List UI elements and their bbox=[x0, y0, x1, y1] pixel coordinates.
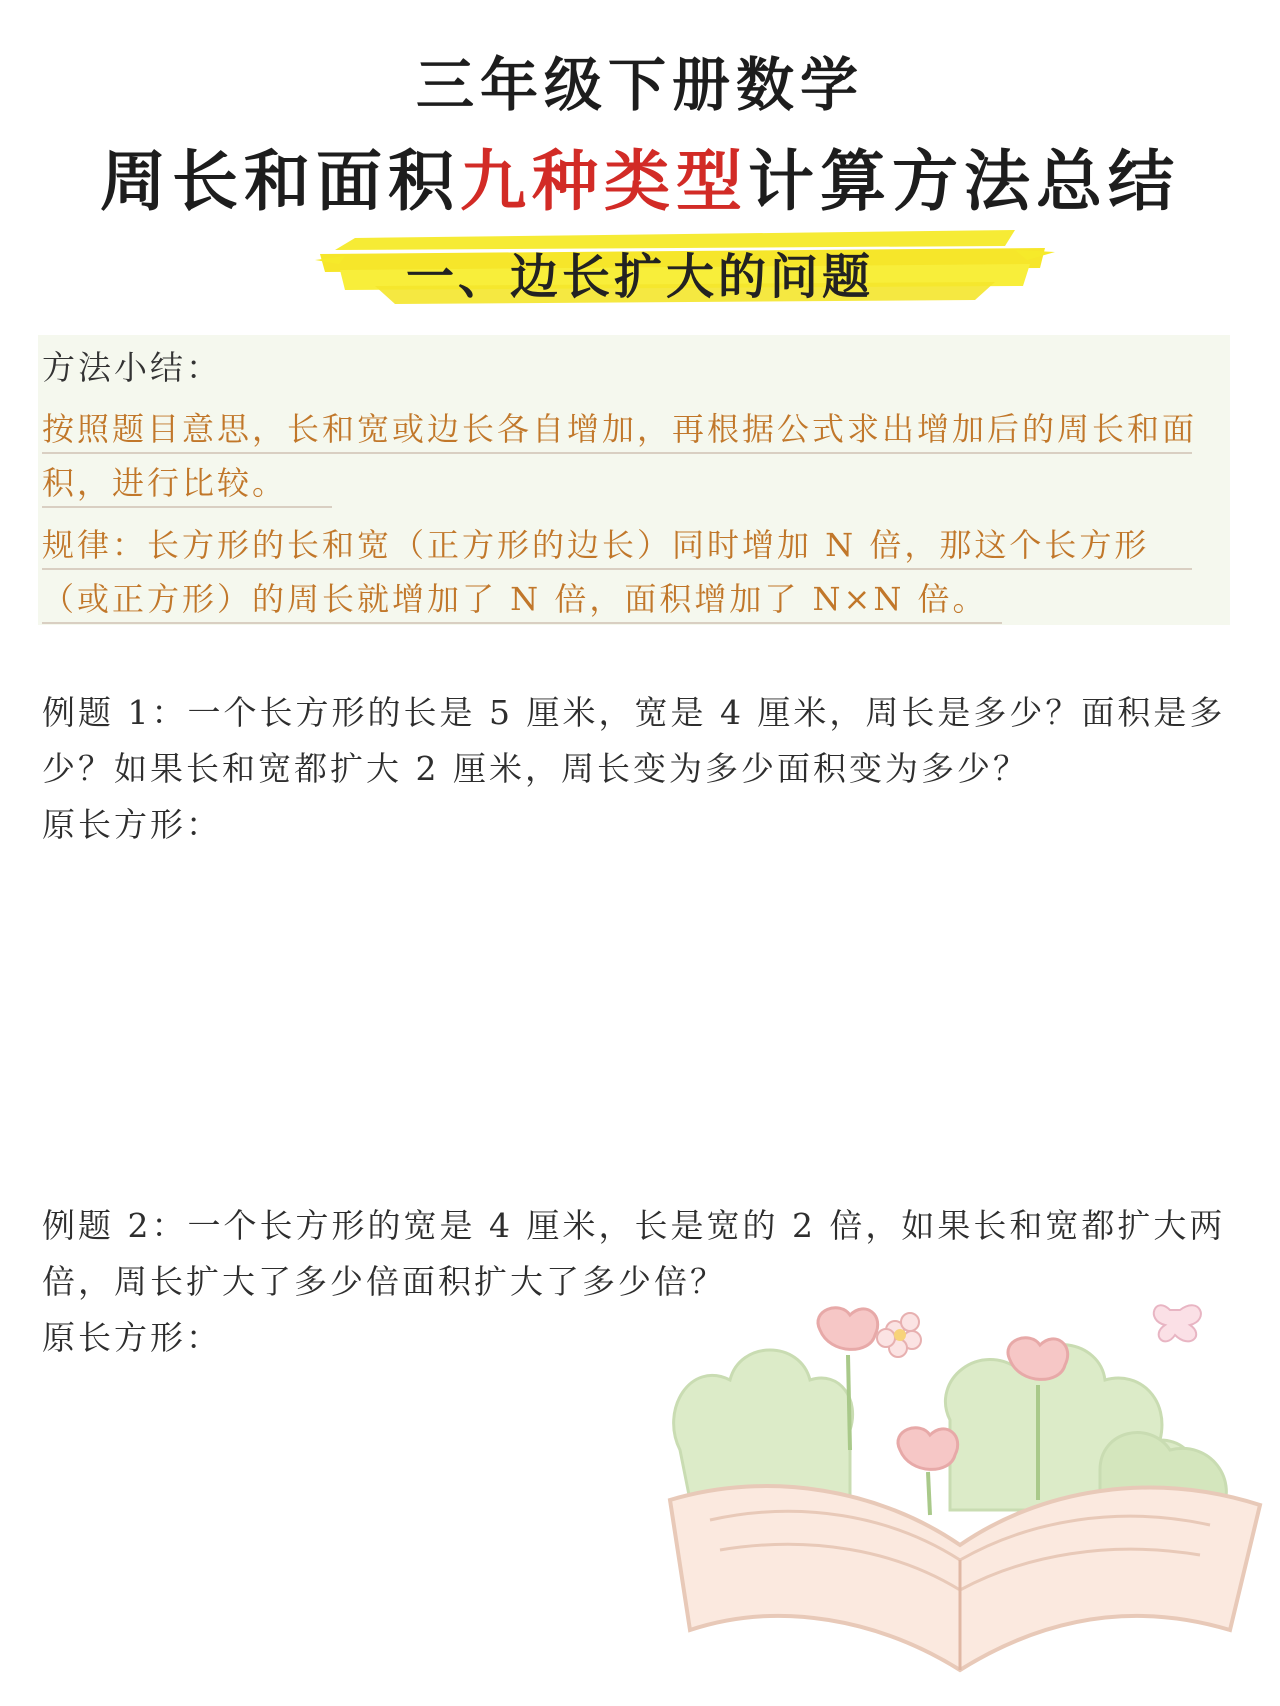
example-1 bbox=[42, 685, 1242, 853]
title-prefix: 周长和面积 bbox=[100, 143, 460, 220]
divider-line bbox=[42, 452, 1192, 454]
divider-line bbox=[42, 622, 1002, 624]
summary-paragraph-1: 按照题目意思，长和宽或边长各自增加，再根据公式求出增加后的周长和面积，进行比较。 bbox=[42, 410, 1198, 502]
example-1-label: 原长方形： bbox=[42, 805, 222, 844]
divider-line bbox=[42, 568, 1192, 570]
page-title-line1: 三年级下册数学 bbox=[415, 51, 864, 119]
summary-label: 方法小结： bbox=[42, 348, 222, 387]
open-book-with-flowers-illustration bbox=[650, 1300, 1270, 1680]
example-1-question: 例题 1：一个长方形的长是 5 厘米，宽是 4 厘米，周长是多少？面积是多少？如果长和宽都扩大 2 厘米，周长变为多少面积变为多少？ bbox=[42, 693, 1226, 788]
example-2-question: 例题 2：一个长方形的宽是 4 厘米，长是宽的 2 倍，如果长和宽都扩大两倍，周长扩大了多少倍面积扩大了多少倍？ bbox=[42, 1206, 1226, 1301]
title-highlight: 九种类型 bbox=[460, 143, 748, 220]
page-title-line2 bbox=[0, 128, 1280, 223]
divider-line bbox=[42, 506, 332, 508]
example-2-label: 原长方形： bbox=[42, 1318, 222, 1357]
summary-paragraph-2: 规律：长方形的长和宽（正方形的边长）同时增加 N 倍，那这个长方形（或正方形）的周长就增加了 N 倍，面积增加了 N×N 倍。 bbox=[42, 526, 1150, 618]
title-suffix: 计算方法总结 bbox=[748, 143, 1180, 220]
section-title: 一、边长扩大的问题 bbox=[405, 249, 874, 305]
